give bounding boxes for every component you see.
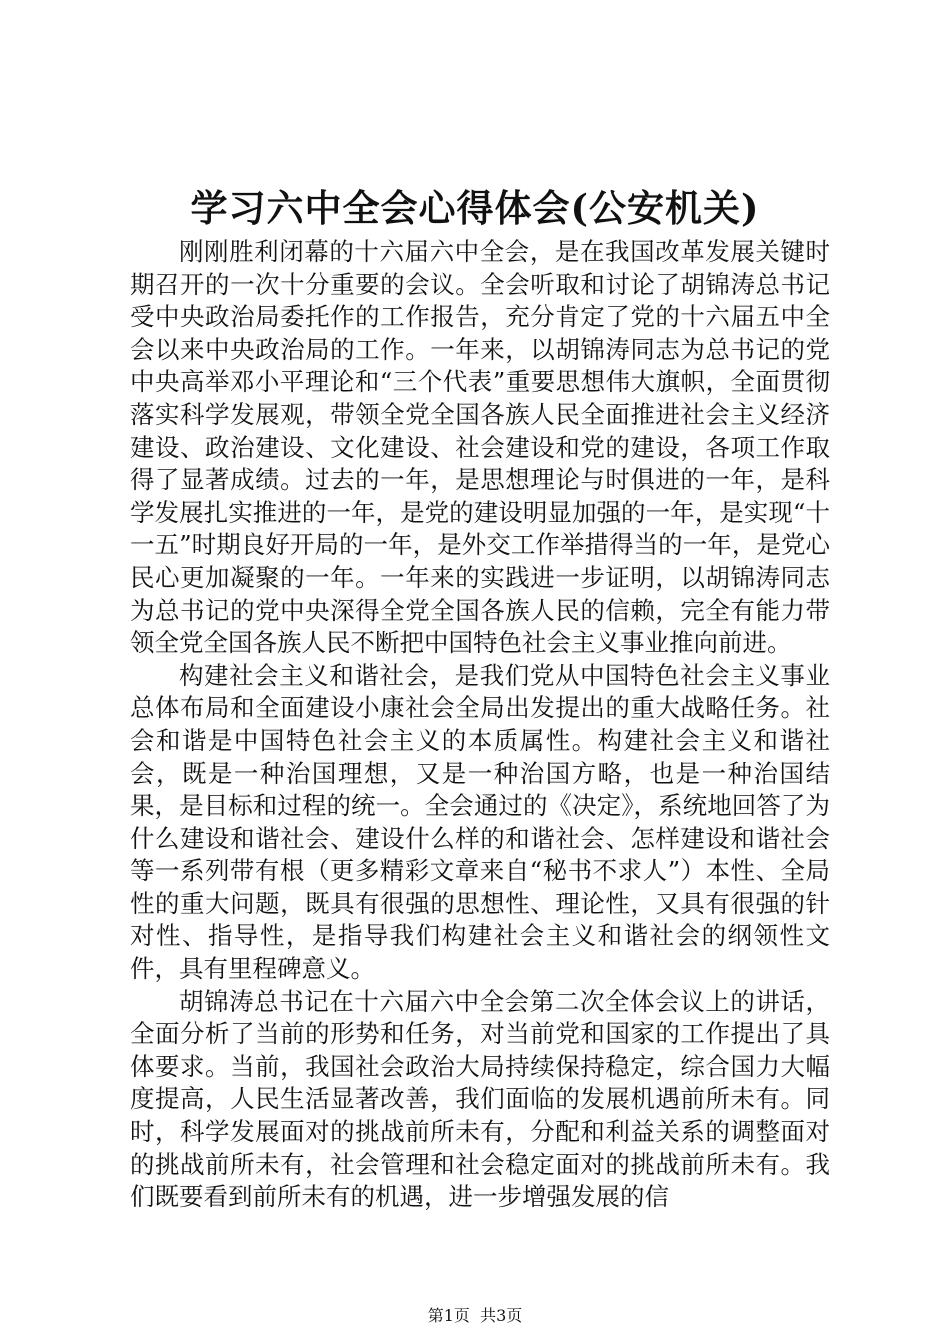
paragraph: 胡锦涛总书记在十六届六中全会第二次全体会议上的讲话，全面分析了当前的形势和任务，对当前党和国家的工作提出了具体要求。当前，我国社会政治大局持续保持稳定，综合国力大幅度提高，人民生活显著改善，我们面临的发展机遇前所未有。同时，科学发展面对的挑战前所未有，分配和利益关系的调整面对的挑战前所未有，社会管理和社会稳定面对的挑战前所未有。我们既要看到前所未有的机遇，进一步增强发展的信 [130,986,830,1212]
paragraph: 刚刚胜利闭幕的十六届六中全会，是在我国改革发展关键时期召开的一次十分重要的会议。全会听取和讨论了胡锦涛总书记受中央政治局委托作的工作报告，充分肯定了党的十六届五中全会以来中央政治局的工作。一年来，以胡锦涛同志为总书记的党中央高举邓小平理论和“三个代表”重要思想伟大旗帜，全面贯彻落实科学发展观，带领全党全国各族人民全面推进社会主义经济建设、政治建设、文化建设、社会建设和党的建设，各项工作取得了显著成绩。过去的一年，是思想理论与时俱进的一年，是科学发展扎实推进的一年，是党的建设明显加强的一年，是实现“十一五”时期良好开局的一年，是外交工作举措得当的一年，是党心民心更加凝聚的一年。一年来的实践进一步证明，以胡锦涛同志为总书记的党中央深得全党全国各族人民的信赖，完全有能力带领全党全国各族人民不断把中国特色社会主义事业推向前进。 [130,237,830,658]
paragraph: 构建社会主义和谐社会，是我们党从中国特色社会主义事业总体布局和全面建设小康社会全局出发提出的重大战略任务。社会和谐是中国特色社会主义的本质属性。构建社会主义和谐社会，既是一种治国理想，又是一种治国方略，也是一种治国结果，是目标和过程的统一。全会通过的《决定》，系统地回答了为什么建设和谐社会、建设什么样的和谐社会、怎样建设和谐社会等一系列带有根（更多精彩文章来自“秘书不求人”）本性、全局性的重大问题，既具有很强的思想性、理论性，又具有很强的针对性、指导性，是指导我们构建社会主义和谐社会的纲领性文件，具有里程碑意义。 [130,660,830,984]
document-title: 学习六中全会心得体会(公安机关) [190,186,760,230]
page-footer [0,1306,950,1326]
page-number: 第1页 共3页 [427,1306,523,1325]
document-body [130,236,830,1214]
